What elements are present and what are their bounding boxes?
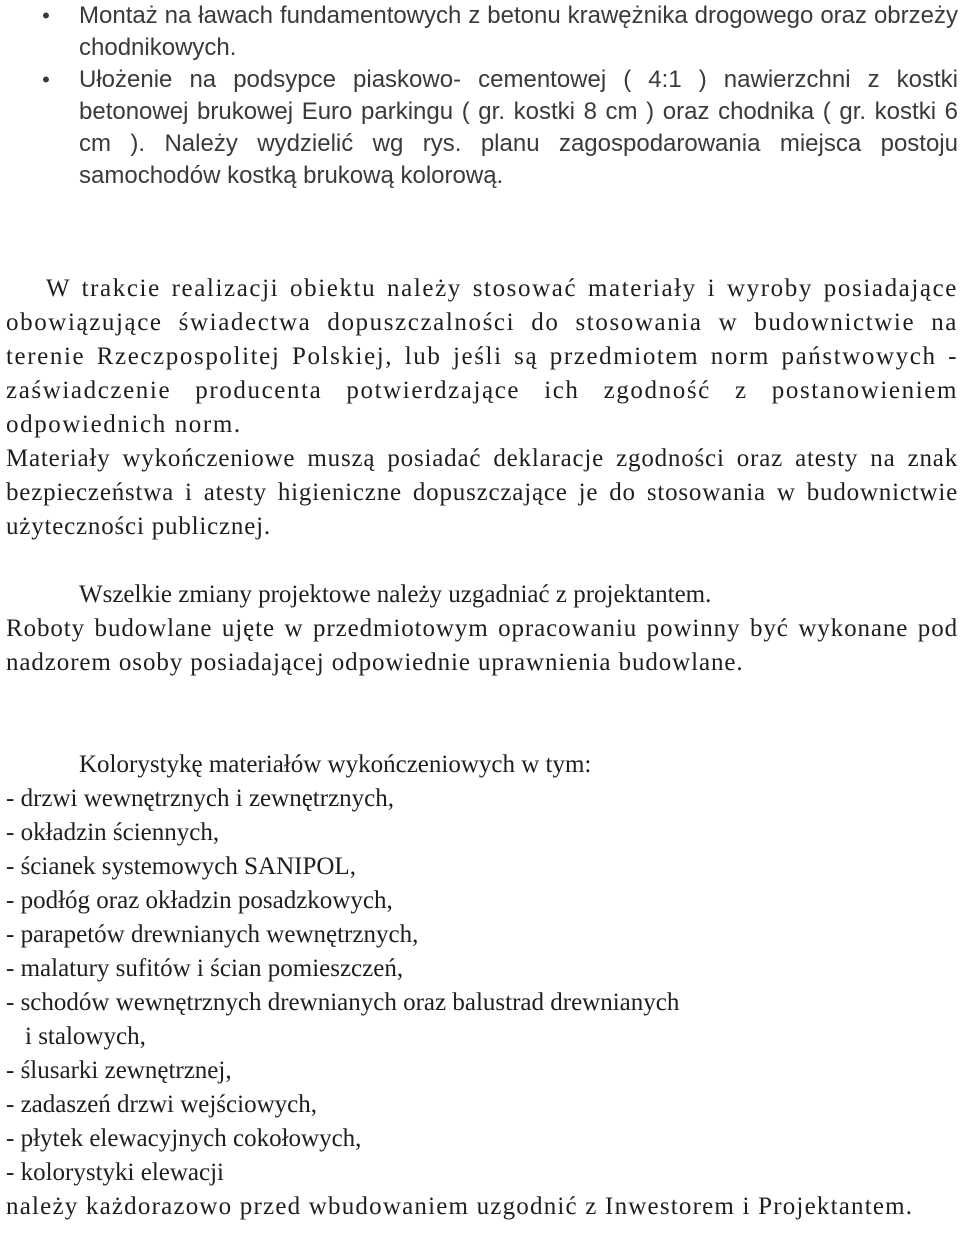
list-item: - ślusarki zewnętrznej, [6,1057,232,1084]
color-heading: Kolorystykę materiałów wykończeniowych w tym: [79,751,592,778]
paragraph-finishing: Materiały wykończeniowe muszą posiadać deklaracje zgodności oraz atesty na znak bezpieczeństwa i atesty higieniczne dopuszczające je do stosowania w budownictwie użyteczności publicznej. [6,445,958,540]
bullet-icon: • [42,67,50,92]
paragraph-changes: Wszelkie zmiany projektowe należy uzgadniać z projektantem. [79,581,712,608]
list-item: - okładzin ściennych, [6,819,220,846]
paragraph-materials: W trakcie realizacji obiektu należy stosować materiały i wyroby posiadające obowiązujące świadectwa dopuszczalności do stosowania w budownictwie na terenie Rzeczpospolitej Polskiej, lub jeśli są przedmiotem norm państwowych - zaświadczenie producenta potwierdzające ich zgodność z postanowieniem odpowiednich norm. [6,275,958,438]
bullet-text: Montaż na ławach fundamentowych z betonu krawężnika drogowego oraz obrzeży chodnikowych. [79,2,958,61]
color-list [6,782,958,1190]
bullet-text: Ułożenie na podsypce piaskowo- cementowej ( 4:1 ) nawierzchni z kostki betonowej brukowej Euro parkingu ( gr. kostki 8 cm ) oraz chodnika ( gr. kostki 6 cm ). Należy wydzielić wg rys. planu zagospodarowania miejsca postoju samochodów kostką brukową kolorową. [79,66,958,189]
list-item: - podłóg oraz okładzin posadzkowych, [6,887,393,914]
list-item: - malatury sufitów i ścian pomieszczeń, [6,955,404,982]
list-item [0,0,960,64]
closing-text: należy każdorazowo przed wbudowaniem uzgodnić z Inwestorem i Projektantem. [6,1193,914,1220]
list-item: i stalowych, [25,1023,146,1050]
list-item: - drzwi wewnętrznych i zewnętrznych, [6,785,395,812]
list-item: - ścianek systemowych SANIPOL, [6,853,356,880]
paragraph-works: Roboty budowlane ujęte w przedmiotowym opracowaniu powinny być wykonane pod nadzorem osoby posiadającej odpowiednie uprawnienia budowlane. [6,615,958,676]
list-item: - parapetów drewnianych wewnętrznych, [6,921,419,948]
list-item: - schodów wewnętrznych drewnianych oraz balustrad drewnianych [6,989,680,1016]
list-item: - zadaszeń drzwi wejściowych, [6,1091,317,1118]
list-item [0,64,960,192]
bullet-list [0,0,960,192]
bullet-icon: • [42,3,50,28]
list-item: - płytek elewacyjnych cokołowych, [6,1125,362,1152]
list-item: - kolorystyki elewacji [6,1159,224,1186]
